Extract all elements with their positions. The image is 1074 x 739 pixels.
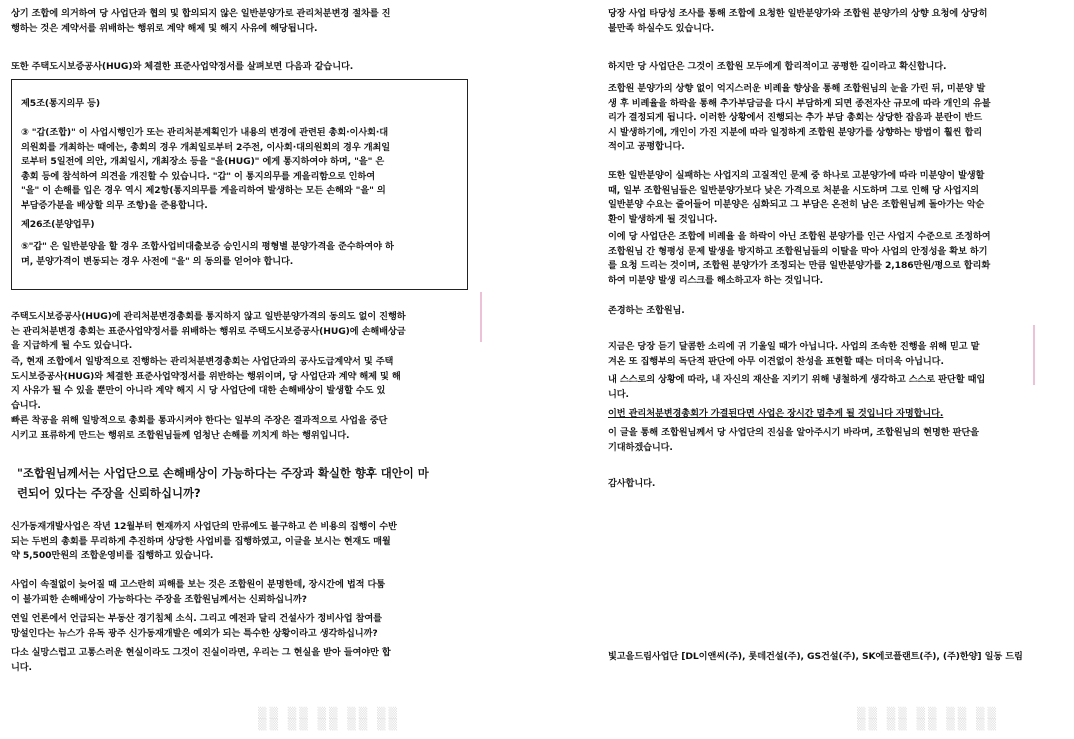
right-paragraph-9-emphasis: 이번 관리처분변경총회가 가결된다면 사업은 장시간 멈추게 될 것입니다 자명합니다. <box>608 408 944 419</box>
right-paragraph-3: 조합원 분양가의 상향 없이 억지스러운 비례율 향상을 통해 조합원님의 눈을 가린 뒤, 미분양 발 생 후 비례율을 하락을 통해 추가부담금을 다시 부담하게 되면 종전자산 규모에 따라 개인의 유불 리가 결정되게 됩니다. 이러한 상황에서 진행되는 추가 부담 총회는 상당한 잡음과 분란이 반드 시 발생하기에, 개인이 가진 지분에 따라 일정하게 조합원 분양가를 상향하는 방법이 훨씬 합리 적이고 공평합니다. <box>608 83 991 152</box>
left-paragraph-8: 연일 언론에서 언급되는 부동산 경기침체 소식. 그리고 예전과 달리 건설사가 정비사업 참여를 망설인다는 뉴스가 유독 광주 신가동재개발은 예외가 되는 특수한 상황이라고 생각하십니까? <box>11 613 382 639</box>
left-paragraph-7: 사업이 속절없이 늦어질 때 고스란히 피해를 보는 것은 조합원이 분명한데, 장시간에 법적 다툼 이 불가피한 손해배상이 가능하다는 주장을 조합원님께서는 신뢰하십니까? <box>11 579 386 605</box>
pink-ink-mark <box>476 292 482 342</box>
signature-line: 빛고을드림사업단 [DL이앤씨(주), 롯데건설(주), GS건설(주), SK에코플랜트(주), (주)한양] 일동 드림 <box>608 651 1023 662</box>
left-paragraph-6: 신가동재개발사업은 작년 12월부터 현재까지 사업단의 만류에도 불구하고 쓴 비용의 집행이 수반 되는 두번의 총회를 무리하게 추진하며 상당한 사업비를 집행하였고, 이글을 보시는 현재도 매월 약 5,500만원의 조합운영비를 집행하고 있습니다. <box>11 521 397 561</box>
faint-watermark-right: ▒▒ ▒▒ ▒▒ ▒▒ ▒▒ ▒▒ ▒▒ ▒▒ ▒▒ ▒▒ <box>857 707 999 731</box>
right-paragraph-2: 하지만 당 사업단은 그것이 조합원 모두에게 합리적이고 공평한 길이라고 확신합니다. <box>608 61 947 72</box>
article-26-body: ⑤"갑" 은 일반분양을 할 경우 조합사업비대출보증 승인시의 평형별 분양가격을 준수하여야 하 며, 분양가격이 변동되는 경우 사전에 "을" 의 동의를 얻어야 합니다. <box>21 241 394 267</box>
question-heading: "조합원님께서는 사업단으로 손해배상이 가능하다는 주장과 확실한 향후 대안이 마 련되어 있다는 주장을 신뢰하십니까? <box>17 466 429 500</box>
right-page <box>537 0 1074 739</box>
right-paragraph-1: 당장 사업 타당성 조사를 통해 조합에 요청한 일반분양가와 조합원 분양가의 상향 요청에 상당히 불만족 하실수도 있습니다. <box>608 8 988 34</box>
right-paragraph-6: 존경하는 조합원님. <box>608 305 685 316</box>
left-paragraph-1: 상기 조합에 의거하여 당 사업단과 협의 및 합의되지 않은 일반분양가로 관리처분변경 절차를 진 행하는 것은 계약서를 위배하는 행위로 계약 해제 및 해지 사유에 해당됩니다. <box>11 8 391 34</box>
left-paragraph-2: 또한 주택도시보증공사(HUG)와 체결한 표준사업약정서를 살펴보면 다음과 같습니다. <box>11 61 354 72</box>
article-26-title: 제26조(분양업무) <box>21 219 95 230</box>
contract-excerpt-box <box>11 79 468 290</box>
right-paragraph-10: 이 글을 통해 조합원님께서 당 사업단의 진심을 알아주시기 바라며, 조합원님의 현명한 판단을 기대하겠습니다. <box>608 427 979 453</box>
left-paragraph-3: 주택도시보증공사(HUG)에 관리처분변경총회를 통지하지 않고 일반분양가격의 동의도 없이 진행하 는 관리처분변경 총회는 표준사업약정서를 위배하는 행위로 주택도시보증공사(HUG)에 손해배상금 을 지급하게 될 수도 있습니다. <box>11 311 406 351</box>
left-paragraph-9: 다소 실망스럽고 고통스러운 현실이라도 그것이 진실이라면, 우리는 그 현실을 받아 들여야만 합 니다. <box>11 647 391 673</box>
right-paragraph-8: 내 스스로의 상황에 따라, 내 자신의 재산을 지키기 위해 냉철하게 생각하고 스스로 판단할 때입 니다. <box>608 374 986 400</box>
article-5-title: 제5조(통지의무 등) <box>21 98 101 109</box>
right-paragraph-7: 지금은 당장 듣기 달콤한 소리에 귀 기울일 때가 아닙니다. 사업의 조속한 진행을 위해 믿고 맡 겨온 또 집행부의 독단적 판단에 아무 이견없이 찬성을 표현할 때는 더더욱 아닙니다. <box>608 341 980 367</box>
left-paragraph-5: 빠른 착공을 위해 일방적으로 총회를 통과시켜야 한다는 일부의 주장은 결과적으로 사업을 중단 시키고 표류하게 만드는 행위로 조합원님들께 엄청난 손해를 끼치게 하는 행위입니다. <box>11 415 388 441</box>
faint-watermark: ▒▒ ▒▒ ▒▒ ▒▒ ▒▒ ▒▒ ▒▒ ▒▒ ▒▒ ▒▒ <box>258 707 400 731</box>
left-paragraph-4: 즉, 현재 조합에서 일방적으로 진행하는 관리처분변경총회는 사업단과의 공사도급계약서 및 주택 도시보증공사(HUG)와 체결한 표준사업약정서를 위반하는 행위이며, 당 사업단과 계약 해제 및 해 지 사유가 될 수 있을 뿐만이 아니라 계약 해지 시 당 사업단에 대한 손해배상이 발생할 수도 있 습니다. <box>11 356 401 411</box>
right-paragraph-11: 감사합니다. <box>608 478 656 489</box>
article-5-body: ③ "갑(조합)" 이 사업시행인가 또는 관리처분계획인가 내용의 변경에 관련된 총회·이사회·대 의원회를 개최하는 때에는, 총회의 경우 개최일로부터 2주전, 이사회·대의원회의 경우 개최일 로부터 5일전에 의안, 개최일시, 개최장소 등을 "을(HUG)" 에게 통지하여야 하며, "을" 은 총회 등에 참석하여 의견을 개진할 수 있습니다. "갑" 이 통지의무를 게을리함으로 인하여 "을" 이 손해를 입은 경우 역시 제2항(통지의무를 게을리하여 발생하는 모든 손해와 "을" 의 부담증가분을 배상할 의무 조항)을 준용합니다. <box>21 127 391 211</box>
right-paragraph-5: 이에 당 사업단은 조합에 비례율 을 하락이 아닌 조합원 분양가를 인근 사업지 수준으로 조정하여 조합원님 간 형평성 문제 발생을 방지하고 조합원님들의 이탈을 막아 사업의 안정성을 확보 하기 를 요청 드리는 것이며, 조합원 분양가가 조정되는 만큼 일반분양가를 2,186만원/평으로 합리화 하여 미분양 발생 리스크를 해소하고자 하는 것입니다. <box>608 231 991 286</box>
right-paragraph-4: 또한 일반분양이 실패하는 사업지의 고질적인 문제 중 하나로 고분양가에 따라 미분양이 발생할 때, 일부 조합원님들은 일반분양가보다 낮은 가격으로 처분을 시도하며 그로 인해 당 사업지의 일반분양 수요는 줄어들어 미분양은 심화되고 그 부담은 온전히 남은 조합원님께 돌아가는 악순 환이 발생하게 될 것입니다. <box>608 170 985 225</box>
pink-ink-mark-right <box>1029 325 1035 385</box>
